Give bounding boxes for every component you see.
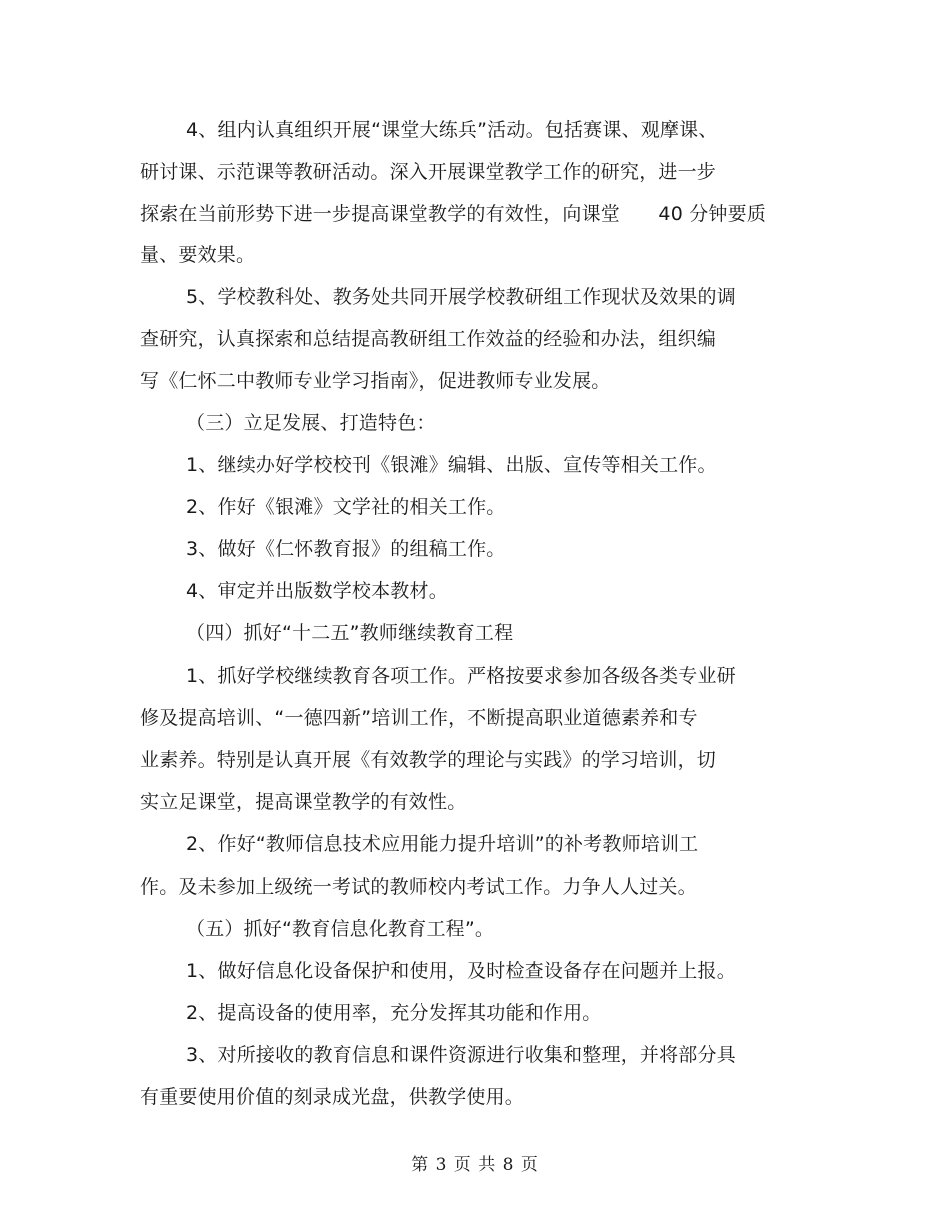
section-heading: （三）立足发展、打造特色：	[186, 412, 436, 434]
text-line: 作。及未参加上级统一考试的教师校内考试工作。力争人人过关。	[140, 876, 697, 898]
text-line: 探索在当前形势下进一步提高课堂教学的有效性，向课堂 40 分钟要质	[140, 203, 767, 225]
text-line: 1、做好信息化设备保护和使用，及时检查设备存在问题并上报。	[186, 960, 736, 982]
text-line: 2、提高设备的使用率，充分发挥其功能和作用。	[186, 1002, 602, 1024]
text-line: 有重要使用价值的刻录成光盘，供教学使用。	[140, 1086, 525, 1108]
text-line: 4、组内认真组织开展“课堂大练兵”活动。包括赛课、观摩课、	[186, 119, 718, 141]
text-line: 研讨课、示范课等教研活动。深入开展课堂教学工作的研究，进一步	[140, 161, 717, 183]
text-line: 2、作好《银滩》文学社的相关工作。	[186, 496, 506, 518]
text-line: 1、抓好学校继续教育各项工作。严格按要求参加各级各类专业研	[186, 665, 736, 687]
section-heading: （四）抓好“十二五”教师继续教育工程	[186, 622, 514, 644]
text-line: 查研究，认真探索和总结提高教研组工作效益的经验和办法，组织编	[140, 328, 717, 350]
page-number-footer: 第 3 页 共 8 页	[411, 1155, 539, 1175]
text-line: 3、对所接收的教育信息和课件资源进行收集和整理，并将部分具	[186, 1044, 736, 1066]
text-line: 修及提高培训、“一德四新”培训工作，不断提高职业道德素养和专	[140, 707, 698, 729]
text-line: 业素养。特别是认真开展《有效教学的理论与实践》的学习培训，切	[140, 749, 717, 771]
text-line: 5、学校教科处、教务处共同开展学校教研组工作现状及效果的调	[186, 286, 736, 308]
section-heading: （五）抓好“教育信息化教育工程”。	[186, 918, 495, 940]
text-line: 4、审定并出版数学校本教材。	[186, 580, 448, 602]
text-line: 量、要效果。	[140, 244, 256, 266]
text-line: 1、继续办好学校校刊《银滩》编辑、出版、宣传等相关工作。	[186, 454, 717, 476]
text-line: 2、作好“教师信息技术应用能力提升培训”的补考教师培训工	[186, 833, 699, 855]
text-line: 写《仁怀二中教师专业学习指南》，促进教师专业发展。	[140, 370, 611, 392]
text-line: 实立足课堂，提高课堂教学的有效性。	[140, 791, 467, 813]
text-line: 3、做好《仁怀教育报》的组稿工作。	[186, 538, 506, 560]
